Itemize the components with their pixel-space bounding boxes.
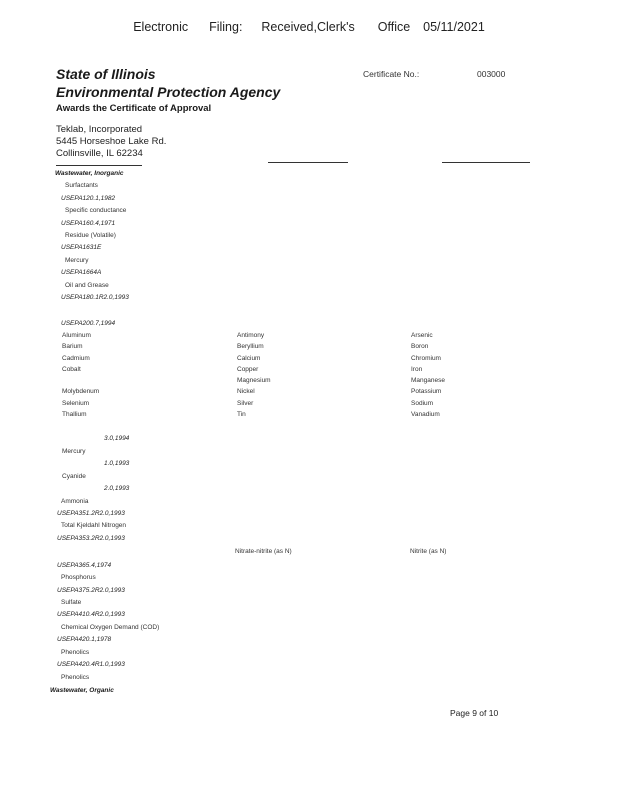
state-heading: State of Illinois: [56, 66, 156, 82]
metal-cell: Calcium: [237, 354, 261, 362]
analyte-phenolics: Phenolics: [61, 649, 90, 656]
metal-cell: Magnesium: [237, 377, 271, 385]
metal-cell: Molybdenum: [62, 388, 100, 396]
metal-cell: Manganese: [411, 377, 445, 385]
filing-word-received: Received,Clerk's: [261, 20, 355, 34]
method-usepa1631e: USEPA1631E: [61, 244, 102, 251]
metal-cell: Thallium: [62, 411, 87, 419]
method-partial-2-0: 2.0,1993: [104, 485, 130, 492]
analyte-phosphorus: Phosphorus: [61, 574, 96, 581]
filing-stamp: [0, 20, 618, 34]
signature-line-2: [442, 162, 530, 163]
analyte-cod: Chemical Oxygen Demand (COD): [61, 624, 160, 631]
lab-city: Collinsville, IL 62234: [56, 148, 143, 159]
method-usepa120: USEPA120.1,1982: [61, 195, 116, 202]
metal-cell: Vanadium: [411, 411, 440, 419]
method-usepa200-7: USEPA200.7,1994: [61, 320, 116, 327]
method-usepa160: USEPA160.4,1971: [61, 220, 116, 227]
metal-cell: Potassium: [411, 388, 442, 396]
method-usepa351: USEPA351.2R2.0,1993: [57, 510, 125, 517]
metal-cell: Iron: [411, 365, 423, 373]
page-number: Page 9 of 10: [450, 708, 499, 718]
analyte-nitrate-nitrite: Nitrate-nitrite (as N): [235, 548, 292, 555]
agency-heading: Environmental Protection Agency: [56, 84, 281, 100]
analyte-oil-grease: Oil and Grease: [65, 282, 109, 289]
method-usepa180: USEPA180.1R2.0,1993: [61, 294, 129, 301]
metal-cell: Tin: [237, 411, 246, 419]
analyte-ammonia: Ammonia: [61, 498, 89, 505]
lab-street: 5445 Horseshoe Lake Rd.: [56, 136, 167, 147]
awards-heading: Awards the Certificate of Approval: [56, 103, 212, 114]
metal-cell: Boron: [411, 343, 429, 351]
analyte-nitrite: Nitrite (as N): [410, 548, 447, 555]
method-partial-3-0: 3.0,1994: [104, 435, 130, 442]
metal-cell: Chromium: [411, 354, 441, 362]
method-usepa353: USEPA353.2R2.0,1993: [57, 535, 125, 542]
method-usepa420-1: USEPA420.1,1978: [57, 636, 112, 643]
metal-cell: Beryllium: [237, 343, 264, 351]
certificate-number: 003000: [477, 69, 506, 79]
section-wastewater-inorganic: Wastewater, Inorganic: [55, 170, 124, 177]
analyte-mercury: Mercury: [65, 257, 89, 264]
metal-cell: Nickel: [237, 388, 255, 396]
analyte-phenolics-2: Phenolics: [61, 674, 90, 681]
analyte-mercury-2: Mercury: [62, 448, 86, 455]
method-partial-1-0: 1.0,1993: [104, 460, 130, 467]
method-usepa1664a: USEPA1664A: [61, 269, 102, 276]
metal-cell: Cobalt: [62, 365, 81, 373]
analyte-surfactants: Surfactants: [65, 182, 98, 189]
filing-date: 05/11/2021: [423, 20, 485, 34]
method-usepa365: USEPA365.4,1974: [57, 562, 112, 569]
metal-cell: [62, 377, 99, 388]
analyte-cyanide: Cyanide: [62, 473, 86, 480]
analyte-residue-volatile: Residue (Volatile): [65, 232, 116, 239]
metal-cell: Copper: [237, 365, 259, 373]
analyte-tkn: Total Kjeldahl Nitrogen: [61, 522, 127, 529]
metal-cell: Antimony: [237, 332, 265, 339]
method-usepa375: USEPA375.2R2.0,1993: [57, 587, 125, 594]
metal-cell: Cadmium: [62, 354, 90, 362]
filing-word-filing: Filing:: [209, 20, 243, 34]
metal-cell: Silver: [237, 399, 254, 407]
metal-cell: Aluminum: [62, 332, 91, 339]
metal-cell: Selenium: [62, 399, 90, 407]
metal-cell: Barium: [62, 343, 83, 351]
section-wastewater-organic: Wastewater, Organic: [50, 687, 114, 694]
address-underline: [56, 165, 142, 166]
metal-cell: Sodium: [411, 399, 434, 407]
filing-word-office: Office: [377, 20, 411, 34]
filing-word-electronic: Electronic: [133, 20, 189, 34]
metals-column-1: [62, 332, 99, 422]
method-usepa420-4: USEPA420.4R1.0,1993: [57, 661, 125, 668]
metal-cell: Arsenic: [411, 332, 433, 339]
analyte-sulfate: Sulfate: [61, 599, 82, 606]
lab-name: Teklab, Incorporated: [56, 124, 143, 135]
certificate-label: Certificate No.:: [363, 69, 420, 79]
metals-column-2: [237, 332, 271, 422]
signature-line-1: [268, 162, 348, 163]
metals-column-3: [411, 332, 445, 422]
method-usepa410: USEPA410.4R2.0,1993: [57, 611, 125, 618]
analyte-specific-conductance: Specific conductance: [65, 207, 127, 214]
